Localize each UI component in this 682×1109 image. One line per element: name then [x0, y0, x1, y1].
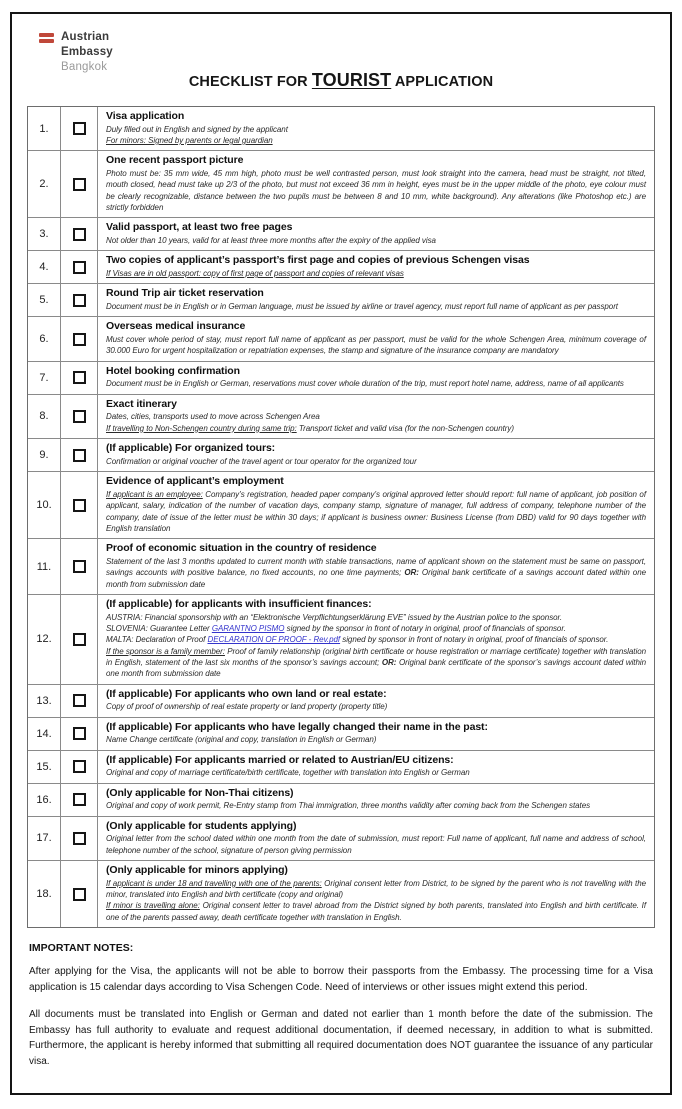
row-content	[98, 317, 654, 360]
title-suffix: APPLICATION	[391, 74, 494, 90]
row-number: 18.	[28, 861, 61, 927]
desc-text: Document must be in English or in German language, must be issued by airline or travel agency, must report full name of applicant as per passport	[106, 302, 618, 312]
row-number: 2.	[28, 151, 61, 217]
desc-text: Transport ticket and valid visa (for the non-Schengen country)	[296, 423, 514, 433]
notes-paragraph-1: After applying for the Visa, the applicants will not be able to borrow their passports from the Embassy. The processing time for a Visa application is 15 calendar days according to Visa Schengen Code. Need of interviews or other issues might extend this period.	[29, 966, 653, 993]
checklist-row-4	[28, 250, 654, 283]
checkbox-cell	[61, 472, 98, 538]
desc-text: Company’s registration, headed paper company’s original approved letter should report: full name of applicant, job position of applicant, salary, indication of the number of vacation days, company stamp, signature of manager, full address of company, telephone number of the company, date of issue of the letter must be within 30 days; if applicant is business owner: Business License (from DBD) valid for 90 days together with English translation	[106, 489, 646, 533]
title-prefix: CHECKLIST FOR	[188, 74, 312, 90]
row-title: (If applicable) For applicants who have legally changed their name in the past:	[106, 720, 488, 733]
row-content	[98, 595, 654, 684]
row-description	[106, 556, 646, 590]
row-content	[98, 218, 654, 250]
checklist-table	[27, 106, 655, 928]
row-description	[106, 378, 646, 389]
desc-text: Original bank certificate of a savings account dated within one month from submission date	[106, 568, 647, 589]
row-number: 15.	[28, 751, 61, 783]
row-description	[106, 800, 646, 811]
austrian-flag-icon	[39, 33, 54, 75]
checkbox-cell	[61, 284, 98, 316]
row-number: 17.	[28, 817, 61, 860]
checkbox[interactable]	[73, 793, 86, 806]
checklist-row-2	[28, 150, 654, 217]
desc-text: Must cover whole period of stay, must report full name of applicant as per passport, must be valid for the whole Schengen Area, minimum coverage of 30.000 Euro for urgent hospitalization or repatriation expenses, the stamp and signature of the insurance company are mandatory	[106, 335, 646, 356]
embassy-logo	[39, 30, 113, 75]
checklist-row-1	[28, 107, 654, 150]
row-title: Two copies of applicant’s passport’s first page and copies of previous Schengen visas	[106, 254, 530, 267]
row-description	[106, 334, 646, 357]
checklist-row-12	[28, 594, 654, 684]
document-link[interactable]: GARANTNO PISMO	[211, 623, 285, 633]
desc-text: Duly filled out in English and signed by the applicant	[106, 124, 288, 134]
row-number: 7.	[28, 362, 61, 394]
desc-text: If the sponsor is a family member:	[106, 646, 225, 656]
logo-line-austrian: Austrian	[61, 31, 110, 43]
row-title: (If applicable) For applicants married or related to Austrian/EU citizens:	[106, 753, 454, 766]
row-description	[106, 411, 646, 434]
row-content	[98, 784, 654, 816]
logo-line-bangkok: Bangkok	[61, 60, 108, 73]
row-content	[98, 395, 654, 438]
checkbox-cell	[61, 317, 98, 360]
desc-text: Statement of the last 3 months updated to current month with stable transactions, name of applicant shown on the statement must be same on passport, savings accounts with positive balance, no fixed accounts, no one time payments;	[106, 556, 646, 578]
desc-text: Proof of family relationship (original birth certificate or house registration or marriage certificate) together with translation in English, statement of the last six months of the sponsor’s savings account;	[106, 646, 646, 668]
row-content	[98, 718, 654, 750]
row-title: Visa application	[106, 110, 185, 122]
checkbox-cell	[61, 251, 98, 283]
desc-text: If travelling to Non-Schengen country during same trip:	[106, 423, 297, 433]
checklist-row-9	[28, 438, 654, 471]
checklist-row-3	[28, 217, 654, 250]
desc-text: OR:	[381, 658, 397, 668]
checkbox[interactable]	[73, 727, 86, 740]
checkbox[interactable]	[73, 888, 86, 901]
row-number: 14.	[28, 718, 61, 750]
row-content	[98, 284, 654, 316]
desc-text: Original letter from the school dated within one month from the date of submission, must report: Full name of applicant, full name and address of school, telephone number of the school, signature of person giving permission	[106, 834, 646, 855]
row-title: (Only applicable for Non-Thai citizens)	[106, 786, 294, 799]
desc-text: SLOVENIA: Guarantee Letter	[106, 623, 212, 633]
row-description	[106, 833, 646, 856]
checkbox[interactable]	[73, 371, 86, 384]
desc-text: signed by the sponsor in front of notary in original, proof of financials of sponsor.	[284, 623, 566, 633]
row-number: 11.	[28, 539, 61, 594]
checkbox-cell	[61, 539, 98, 594]
row-content	[98, 861, 654, 927]
desc-text: If Visas are in old passport: copy of first page of passport and copies of relevant visas	[106, 269, 404, 279]
document-header	[27, 26, 655, 102]
row-content	[98, 539, 654, 594]
desc-text: If applicant is an employee:	[106, 489, 203, 499]
row-number: 12.	[28, 595, 61, 684]
checklist-row-7	[28, 361, 654, 394]
checklist-row-10	[28, 471, 654, 538]
row-number: 16.	[28, 784, 61, 816]
row-description	[106, 734, 646, 745]
row-number: 3.	[28, 218, 61, 250]
row-description	[106, 878, 646, 923]
checklist-row-17	[28, 816, 654, 860]
row-content	[98, 817, 654, 860]
notes-paragraph-2: All documents must be translated into English or German and dated not earlier than 1 month before the date of the submission. The Embassy has full authority to evaluate and request additional documentation, if deemed necessary, in addition to what is submitted. Furthermore, the applicant is hereby informed that submitting all required documentation does NOT guarantee the issuance of any particular visa.	[29, 1009, 653, 1067]
row-title: Round Trip air ticket reservation	[106, 287, 264, 300]
checkbox[interactable]	[73, 122, 86, 135]
checkbox-cell	[61, 817, 98, 860]
checkbox-cell	[61, 861, 98, 927]
row-title: Valid passport, at least two free pages	[106, 221, 293, 234]
checkbox-cell	[61, 751, 98, 783]
document-link[interactable]: DECLARATION OF PROOF - Rev.pdf	[207, 635, 341, 645]
desc-text: Original consent letter from District, to be signed by the parent who is not travelling with the minor, translated into English and birth certificate (copy and original)	[106, 878, 646, 900]
checklist-row-5	[28, 283, 654, 316]
important-notes-section	[27, 942, 655, 1069]
row-content	[98, 751, 654, 783]
checkbox-cell	[61, 362, 98, 394]
row-content	[98, 439, 654, 471]
checkbox[interactable]	[73, 832, 86, 845]
checkbox-cell	[61, 107, 98, 150]
row-description	[106, 701, 646, 712]
desc-text: Copy of proof of ownership of real estate property or land property (property title)	[106, 702, 388, 712]
desc-text: Original consent letter to travel abroad from the District signed by both parents, translated into English and birth certificate. If one of the parents passed away, death certificate together with translation in English.	[106, 901, 646, 922]
row-title: (If applicable) for applicants with insufficient finances:	[106, 597, 372, 610]
checkbox[interactable]	[73, 333, 86, 346]
checkbox-cell	[61, 439, 98, 471]
checklist-row-15	[28, 750, 654, 783]
checkbox-cell	[61, 218, 98, 250]
row-content	[98, 472, 654, 538]
desc-text: If minor is travelling alone:	[106, 901, 200, 911]
desc-text: Original and copy of work permit, Re-Entry stamp from Thai immigration, three months validity after coming back from the Schengen states	[106, 801, 591, 811]
checkbox[interactable]	[73, 449, 86, 462]
row-description	[106, 168, 646, 213]
row-number: 9.	[28, 439, 61, 471]
row-description	[106, 456, 646, 467]
row-title: Proof of economic situation in the country of residence	[106, 542, 377, 555]
row-content	[98, 107, 654, 150]
row-content	[98, 151, 654, 217]
checkbox-cell	[61, 395, 98, 438]
desc-text: Original and copy of marriage certificate/birth certificate, together with translation into English or German	[106, 768, 470, 778]
checkbox[interactable]	[73, 694, 86, 707]
row-title: (Only applicable for minors applying)	[106, 864, 288, 877]
row-description	[106, 767, 646, 778]
row-title: Exact itinerary	[106, 397, 177, 410]
desc-text: Not older than 10 years, valid for at least three more months after the expiry of the applied visa	[106, 236, 436, 246]
desc-text: OR:	[404, 568, 419, 578]
checkbox[interactable]	[73, 261, 86, 274]
page-title	[27, 70, 655, 91]
row-content	[98, 362, 654, 394]
row-title: (Only applicable for students applying)	[106, 819, 297, 832]
row-description	[106, 612, 646, 680]
checkbox[interactable]	[73, 560, 86, 573]
row-title: (If applicable) For applicants who own land or real estate:	[106, 687, 387, 700]
checkbox[interactable]	[73, 294, 86, 307]
row-number: 13.	[28, 685, 61, 717]
desc-text: Dates, cities, transports used to move across Schengen Area	[106, 412, 320, 422]
checklist-row-13	[28, 684, 654, 717]
checklist-row-14	[28, 717, 654, 750]
row-content	[98, 251, 654, 283]
row-number: 8.	[28, 395, 61, 438]
row-title: One recent passport picture	[106, 154, 244, 167]
logo-line-embassy: Embassy	[61, 45, 113, 58]
checkbox[interactable]	[73, 499, 86, 512]
desc-text: Confirmation or original voucher of the travel agent or tour operator for the organized tour	[106, 456, 417, 466]
desc-text: MALTA: Declaration of Proof	[106, 635, 208, 645]
row-title: Hotel booking confirmation	[106, 364, 240, 377]
desc-text: For minors: Signed by parents or legal guardian	[106, 136, 273, 145]
checklist-row-8	[28, 394, 654, 438]
row-description	[106, 124, 646, 147]
row-description	[106, 489, 646, 534]
notes-heading: IMPORTANT NOTES:	[29, 942, 134, 955]
desc-text: Photo must be: 35 mm wide, 45 mm high, photo must be well contrasted person, must look straight into the camera, head must be straight, not tilted, mouth closed, head must take up 2/3 of the photo, but must not exceed 36 mm in height, eyes must be in the upper middle of the photo, eye colour must be clearly recognizable, distance between the two pupils must be between 8 and 10 mm, white background). Any alterations (like Photoshop etc.) are strictly forbidden	[106, 169, 646, 213]
row-number: 10.	[28, 472, 61, 538]
checkbox[interactable]	[73, 633, 86, 646]
checkbox-cell	[61, 784, 98, 816]
document-page	[10, 12, 672, 1095]
checkbox-cell	[61, 685, 98, 717]
row-title: Overseas medical insurance	[106, 320, 246, 333]
checklist-row-11	[28, 538, 654, 594]
desc-text: signed by sponsor in front of notary in original, proof of financials of sponsor.	[340, 635, 609, 645]
checkbox[interactable]	[73, 410, 86, 423]
checkbox-cell	[61, 718, 98, 750]
title-tourist: TOURIST	[311, 70, 392, 90]
checkbox[interactable]	[73, 228, 86, 241]
row-description	[106, 301, 646, 312]
checkbox[interactable]	[73, 178, 86, 191]
desc-text: Original bank certificate of the sponsor’s savings account dated within one month from submission date	[106, 658, 646, 679]
desc-text: AUSTRIA: Financial sponsorship with an “Elektronische Verpflichtungserklärung EVE” issued by the Austrian police to the sponsor.	[106, 612, 563, 622]
desc-text: Name Change certificate (original and copy, translation in English or German)	[106, 735, 377, 745]
row-content	[98, 685, 654, 717]
checklist-row-18	[28, 860, 654, 927]
desc-text: Document must be in English or German, reservations must cover whole duration of the trip, must report hotel name, address, name of all applicants	[106, 379, 624, 389]
checklist-row-6	[28, 316, 654, 360]
row-number: 1.	[28, 107, 61, 150]
row-number: 6.	[28, 317, 61, 360]
desc-text: If applicant is under 18 and travelling with one of the parents:	[106, 878, 322, 888]
row-description	[106, 235, 646, 246]
checkbox-cell	[61, 595, 98, 684]
checkbox[interactable]	[73, 760, 86, 773]
row-description	[106, 268, 646, 279]
row-number: 4.	[28, 251, 61, 283]
logo-text	[61, 30, 113, 75]
checkbox-cell	[61, 151, 98, 217]
row-title: Evidence of applicant’s employment	[106, 475, 284, 488]
row-number: 5.	[28, 284, 61, 316]
checklist-row-16	[28, 783, 654, 816]
row-title: (If applicable) For organized tours:	[106, 442, 276, 455]
